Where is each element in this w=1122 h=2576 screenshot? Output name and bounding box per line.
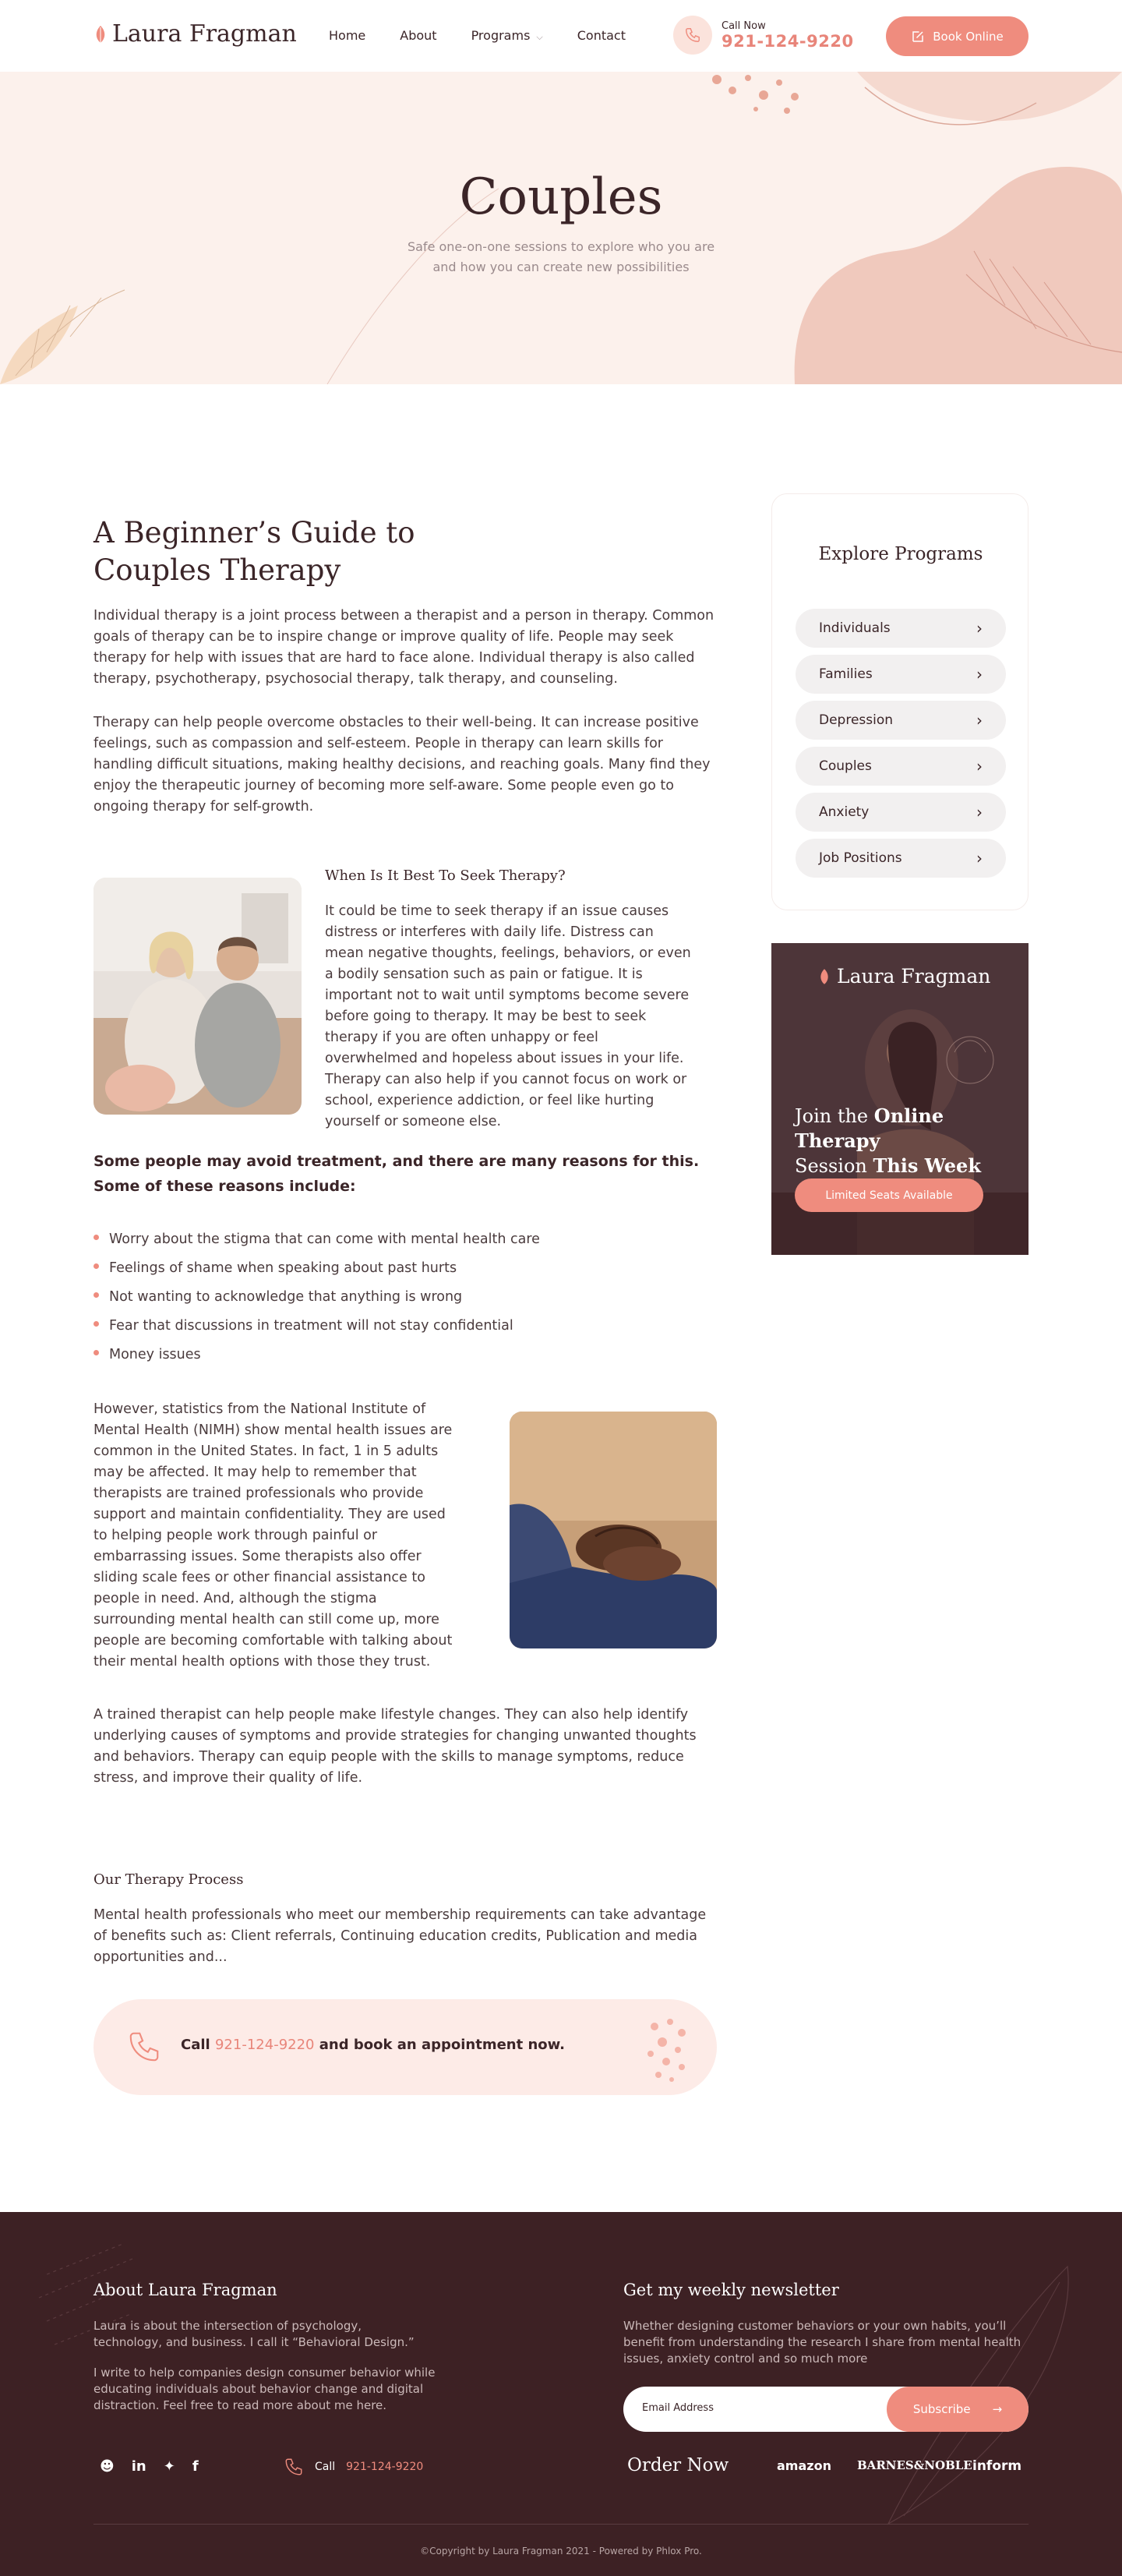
couple-photo <box>94 878 302 1115</box>
promo-line1: Join the <box>795 1105 869 1127</box>
order-now-label: Order Now <box>627 2455 729 2475</box>
site-header <box>0 0 1122 72</box>
list-item-text: Feelings of shame when speaking about past hurts <box>109 1260 457 1276</box>
logo-text: Laura Fragman <box>112 20 297 48</box>
list-item-text: Money issues <box>109 1346 201 1362</box>
email-field[interactable] <box>623 2387 1028 2432</box>
chevron-right-icon: › <box>976 849 983 868</box>
article-title: A Beginner’s Guide to Couples Therapy <box>94 516 415 587</box>
bullet-dot <box>94 1263 99 1269</box>
dots-decoration <box>639 2011 701 2089</box>
cta-prefix: Call <box>181 2037 210 2053</box>
footer-divider <box>94 2524 1028 2525</box>
main-nav <box>329 28 626 43</box>
call-label: Call Now <box>722 19 766 32</box>
newsletter-text: Whether designing customer behaviors or your own habits, you’ll benefit from understanding the research I share from mental health issues, anxiety control and so much more <box>623 2319 1021 2366</box>
nav-contact[interactable]: Contact <box>577 28 626 43</box>
nav-programs-label: Programs <box>471 28 531 43</box>
when-title: When Is It Best To Seek Therapy? <box>325 868 566 884</box>
phone-icon <box>673 16 712 55</box>
limited-seats-button[interactable]: Limited Seats Available <box>795 1178 983 1212</box>
linkedin-icon[interactable]: in <box>131 2458 146 2475</box>
hands-photo <box>510 1412 717 1648</box>
inform-logo[interactable]: inform <box>972 2458 1022 2474</box>
hero-decoration <box>0 72 1122 384</box>
amazon-logo[interactable]: amazon <box>777 2458 831 2473</box>
lifestyle-paragraph: A trained therapist can help people make lifestyle changes. They can also help identify underlying causes of symptoms and provide strategies for changing unwanted thoughts and behaviors. Therapy can equip people with the skills to manage symptoms, reduce stress, and improve their quality of life. <box>94 1707 697 1786</box>
about-text-2: I write to help companies design consumer behavior while educating individuals about behavior change and digital distraction. Feel free to read more about me here. <box>94 2366 436 2412</box>
about-title: About Laura Fragman <box>94 2281 277 2299</box>
online-therapy-promo <box>771 943 1028 1255</box>
chevron-right-icon: › <box>976 619 983 638</box>
process-title: Our Therapy Process <box>94 1871 244 1888</box>
reddit-icon[interactable]: ☻ <box>100 2458 115 2475</box>
intro-paragraph-2: Therapy can help people overcome obstacles to their well-being. It can increase positive feelings, such as compassion and self-esteem. People in therapy can learn skills for handling difficult situations, making healthy decisions, and reaching goals. Many find they enjoy the therapeutic journey of becoming more self-aware. Some people even go to ongoing therapy for self-growth. <box>94 715 711 814</box>
reasons-list <box>94 1224 540 1369</box>
edit-icon <box>911 30 925 44</box>
program-item-families[interactable] <box>796 655 1006 694</box>
when-text: It could be time to seek therapy if an issue causes distress or interferes with daily life. Distress can mean negative thoughts, feelings, behaviors, or even a bodily sensation such as pain or fatigue. It is important not to wait until symptoms become severe before going to therapy. It may be best to seek therapy if you are often unhappy or feel overwhelmed and hopeless about issues in your life. Therapy can also help if you cannot focus on work or school, experience addiction, or feel like hurting yourself or someone else. <box>325 903 691 1129</box>
leaf-logo-icon <box>818 968 831 985</box>
list-item-text: Worry about the stigma that can come with mental health care <box>109 1231 540 1247</box>
page-title: Couples <box>459 168 663 226</box>
program-item-anxiety[interactable] <box>796 793 1006 832</box>
cta-suffix: and book an appointment now. <box>319 2037 565 2053</box>
promo-logo <box>818 965 990 988</box>
chevron-right-icon: › <box>976 803 983 822</box>
list-item <box>94 1340 540 1369</box>
promo-bold2: This Week <box>873 1154 981 1177</box>
footer-call-number[interactable]: 921-124-9220 <box>346 2461 424 2473</box>
call-cta-banner[interactable] <box>94 1999 717 2095</box>
facebook-icon[interactable]: f <box>192 2458 199 2475</box>
subscribe-button[interactable] <box>887 2387 1028 2432</box>
header-call[interactable] <box>673 16 854 55</box>
promo-headline <box>795 1104 1013 1178</box>
logo[interactable] <box>94 20 297 48</box>
promo-logo-text: Laura Fragman <box>837 965 991 988</box>
list-item <box>94 1224 540 1253</box>
program-label: Anxiety <box>819 804 870 820</box>
promo-line2: Session <box>795 1155 867 1177</box>
site-footer <box>0 2212 1122 2576</box>
process-text: Mental health professionals who meet our membership requirements can take advantage of benefits such as: Client referrals, Continuing education credits, Publication and media opportunities and... <box>94 1907 707 1965</box>
newsletter-title: Get my weekly newsletter <box>623 2281 839 2299</box>
chevron-down-icon: ⌵ <box>536 32 543 42</box>
program-label: Families <box>819 666 873 682</box>
program-label: Individuals <box>819 620 891 636</box>
footer-call-label: Call <box>315 2461 336 2473</box>
bullet-dot <box>94 1235 99 1240</box>
email-placeholder: Email Address <box>642 2402 714 2414</box>
program-item-job-positions[interactable] <box>796 839 1006 878</box>
intro-paragraph-1: Individual therapy is a joint process between a therapist and a person in therapy. Common goals of therapy can be to inspire change or improve quality of life. People may seek therapy for help with issues that are hard to face alone. Individual therapy is also called therapy, psychotherapy, psychosocial therapy, talk therapy, and counseling. <box>94 608 714 687</box>
about-text-1: Laura is about the intersection of psychology, technology, and business. I call it “Behavioral Design.” <box>94 2319 415 2349</box>
subscribe-label: Subscribe <box>912 2402 971 2416</box>
cta-text <box>181 2037 565 2053</box>
hero-subtitle: Safe one-on-one sessions to explore who you are and how you can create new possibilities <box>407 239 715 274</box>
explore-programs-card <box>771 493 1028 910</box>
nav-programs[interactable] <box>471 28 543 43</box>
footer-call[interactable] <box>284 2457 423 2477</box>
program-item-depression[interactable] <box>796 701 1006 740</box>
chevron-right-icon: › <box>976 665 983 684</box>
social-links <box>100 2458 199 2475</box>
hero-banner <box>0 72 1122 384</box>
list-item <box>94 1282 540 1311</box>
list-item <box>94 1253 540 1282</box>
list-item-text: Fear that discussions in treatment will not stay confidential <box>109 1317 513 1334</box>
chevron-right-icon: › <box>976 757 983 776</box>
book-online-label: Book Online <box>933 29 1004 44</box>
leaf-logo-icon <box>94 25 108 44</box>
list-item <box>94 1311 540 1340</box>
book-online-button[interactable] <box>886 16 1028 56</box>
bullet-dot <box>94 1321 99 1327</box>
promo-bold1: Online Therapy <box>795 1104 944 1152</box>
reasons-intro: Some people may avoid treatment, and there are many reasons for this. Some of these reasons include: <box>94 1153 700 1195</box>
arrow-right-icon: → <box>992 2402 1003 2416</box>
nav-about[interactable]: About <box>400 28 437 43</box>
explore-title: Explore Programs <box>818 544 983 564</box>
program-item-couples[interactable] <box>796 747 1006 786</box>
program-label: Couples <box>819 758 872 774</box>
phone-icon <box>126 2029 162 2065</box>
program-label: Depression <box>819 712 894 728</box>
call-number[interactable]: 921-124-9220 <box>722 31 854 51</box>
cta-phone-number[interactable]: 921-124-9220 <box>214 2037 315 2053</box>
phone-icon <box>284 2457 304 2477</box>
nav-home[interactable]: Home <box>329 28 366 43</box>
chevron-right-icon: › <box>976 711 983 730</box>
stats-paragraph: However, statistics from the National Institute of Mental Health (NIMH) show mental health issues are common in the United States. In fact, 1 in 5 adults may be affected. It may help to remember that therapists are trained professionals who provide support and maintain confidentiality. They are used to helping people work through painful or embarrassing issues. Some therapists also offer sliding scale fees or other financial assistance to people in need. And, although the stigma surrounding mental health can still come up, more people are becoming comfortable with talking about their mental health options with those they trust. <box>94 1401 453 1670</box>
list-item-text: Not wanting to acknowledge that anything is wrong <box>109 1288 463 1305</box>
copyright-text: ©Copyright by Laura Fragman 2021 - Powered by Phlox Pro. <box>420 2546 702 2557</box>
twitter-icon[interactable]: ✦ <box>163 2458 175 2475</box>
bullet-dot <box>94 1292 99 1298</box>
bullet-dot <box>94 1350 99 1355</box>
program-item-individuals[interactable] <box>796 609 1006 648</box>
barnes-noble-logo[interactable]: BARNES&NOBLE <box>857 2458 972 2472</box>
program-label: Job Positions <box>819 850 902 866</box>
